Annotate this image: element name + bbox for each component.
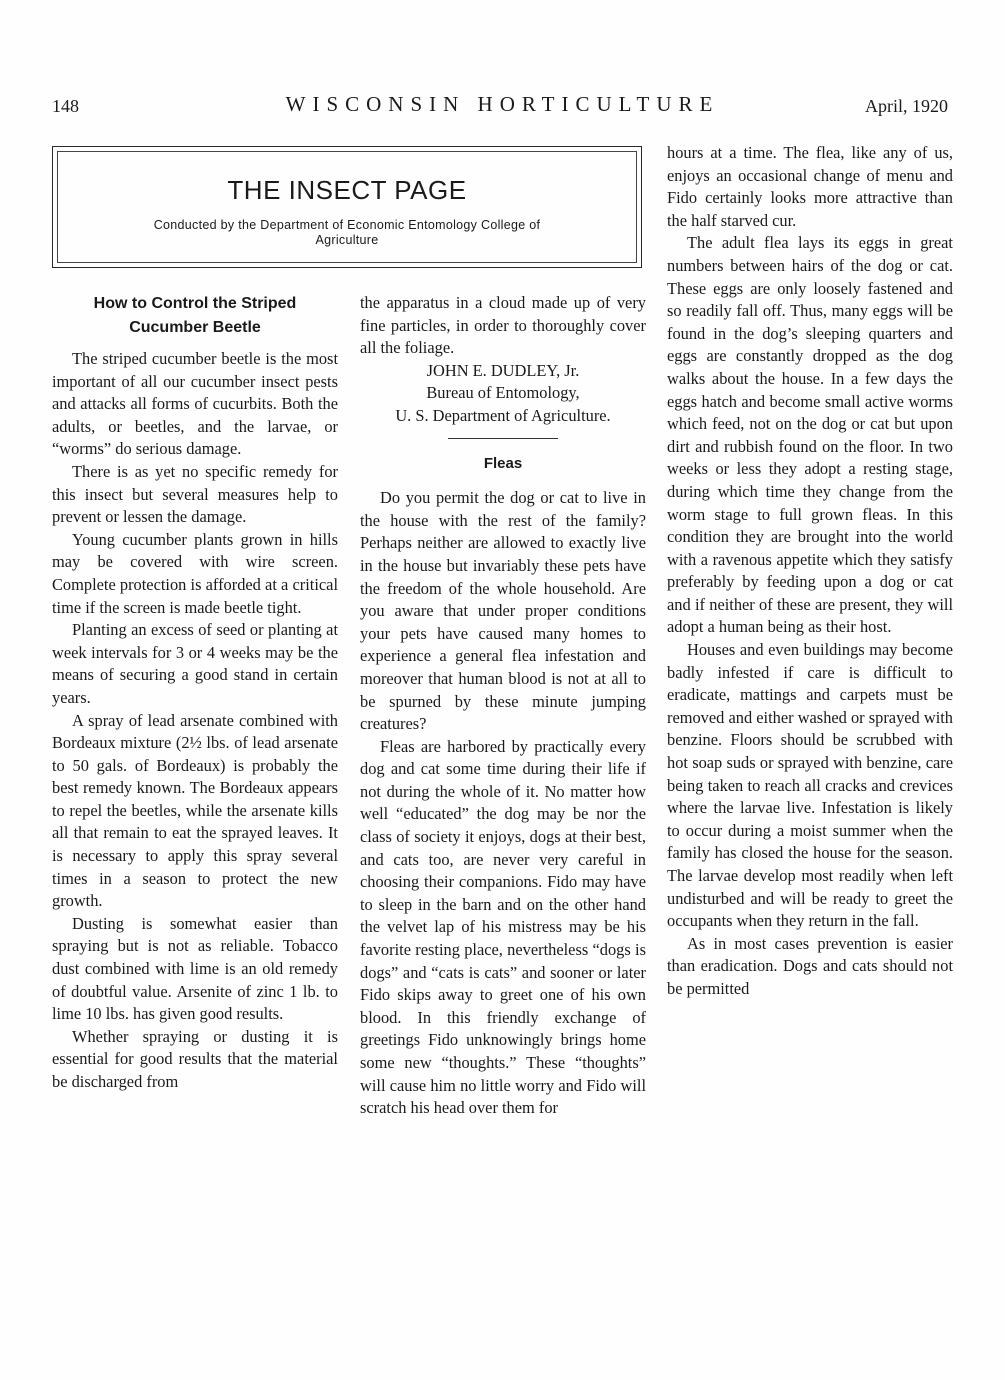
page-header <box>0 92 1005 126</box>
article-title-beetle: How to Control the Striped Cucumber Beetle <box>93 295 297 336</box>
paragraph: Dusting is somewhat easier than spraying but is not as reliable. Tobacco dust combined with lime is an old remedy of doubtful value. Arsenite of zinc 1 lb. to lime 10 lbs. has given good results. <box>52 913 338 1024</box>
divider <box>448 438 558 439</box>
paragraph-continued: the apparatus in a cloud made up of very fine particles, in order to thoroughly cover all the foliage. <box>360 293 646 358</box>
paragraph: There is as yet no specific remedy for this insect but several measures help to prevent or lessen the damage. <box>52 461 338 527</box>
section-subtitle: Conducted by the Department of Economic Entomology College of Agriculture <box>153 218 541 247</box>
journal-title: WISCONSIN HORTICULTURE <box>285 92 720 116</box>
column-2 <box>360 292 646 1120</box>
paragraph: A spray of lead arsenate combined with Bordeaux mixture (2½ lbs. of lead arsenate to 50 gals. of Bordeaux) is probably the best remedy known. The Bordeaux appears to repel the beetles, while the arsenate kills all that remain to eat the sprayed leaves. It is necessary to apply this spray several times in a season to protect the new growth. <box>52 710 338 911</box>
column-3 <box>667 142 953 1001</box>
issue-date: April, 1920 <box>865 96 948 116</box>
paragraph: As in most cases prevention is easier than eradication. Dogs and cats should not be permitted <box>667 933 953 998</box>
paragraph: The striped cucumber beetle is the most important of all our cucumber insect pests and attacks all forms of cucurbits. Both the adults, or beetles, and the larvae, or “worms” do serious damage. <box>52 349 338 459</box>
paragraph: Do you permit the dog or cat to live in the house with the rest of the family? Perhaps neither are allowed to exactly live in the house but invariably these pets have the freedom of the whole household. Are you aware that under proper conditions your pets have caused many homes to experience a general flea infestation and moreover that human blood is not at all to be spurned by these minute jumping creatures? <box>360 488 646 734</box>
paragraph: Houses and even buildings may become badly infested if care is difficult to eradicate, mattings and carpets must be removed and either washed or sprayed with benzine. Floors should be scrubbed with hot soap suds or sprayed with benzine, care being taken to reach all cracks and crevices where the larvae live. Infestation is likely to occur during a moist summer when the family has closed the house for the season. The larvae develop most readily when left undisturbed and will be ready to greet the occupants when they return in the fall. <box>667 640 953 931</box>
article-title-fleas: Fleas <box>483 454 523 472</box>
paragraph: The adult flea lays its eggs in great numbers between hairs of the dog or cat. These eggs are only loosely fastened and so readily fall off. Thus, many eggs will be found in the dog’s sleeping quarters and eggs are constantly dropped as the dog walks about the house. In a few days the eggs hatch and become small active worms which feed, not on the dog or cat but upon dirt and rubbish found on the floor. In two weeks or less they adopt a resting stage, during which time they change from the worm stage to full grown fleas. In this condition they are brought into the world with a ravenous appetite which they satisfy preferably by feeding upon a dog or cat and if neither of these are present, they will adopt a human being as their host. <box>667 233 953 637</box>
author-affiliation: U. S. Department of Agriculture. <box>395 405 611 425</box>
column-1 <box>52 292 338 1094</box>
section-banner <box>52 146 642 268</box>
paragraph: Fleas are harbored by practically every dog and cat some time during their life if not during the whole of it. No matter how well “educated” the dog may be nor the class of society it enjoys, dogs at their best, and cats too, are never very careful in choosing their companions. Fido may have to sleep in the barn and on the other hand the velvet lap of his mistress may be his favorite resting place, nevertheless “dogs is dogs” and “cats is cats” and sooner or later Fido skips away to greet one of his own blood. In this friendly exchange of greetings Fido unknowingly brings home some new “thoughts.” These “thoughts” will cause him no little worry and Fido will scratch his head over them for <box>360 736 646 1118</box>
paragraph-continued: hours at a time. The flea, like any of us, enjoys an occasional change of menu and Fido certainly looks more attractive than the half starved cur. <box>667 143 953 230</box>
section-title: THE INSECT PAGE <box>227 175 467 205</box>
paragraph: Planting an excess of seed or planting at week intervals for 3 or 4 weeks may be the means of securing a good stand in certain years. <box>52 620 338 707</box>
paragraph: Whether spraying or dusting it is essential for good results that the material be discharged from <box>52 1026 338 1091</box>
author-name: JOHN E. DUDLEY, Jr. <box>426 360 580 380</box>
author-affiliation: Bureau of Entomology, <box>426 383 580 403</box>
page-number: 148 <box>52 96 79 116</box>
paragraph: Young cucumber plants grown in hills may be covered with wire screen. Complete protection is afforded at a critical time if the screen is made beetle tight. <box>52 529 338 617</box>
